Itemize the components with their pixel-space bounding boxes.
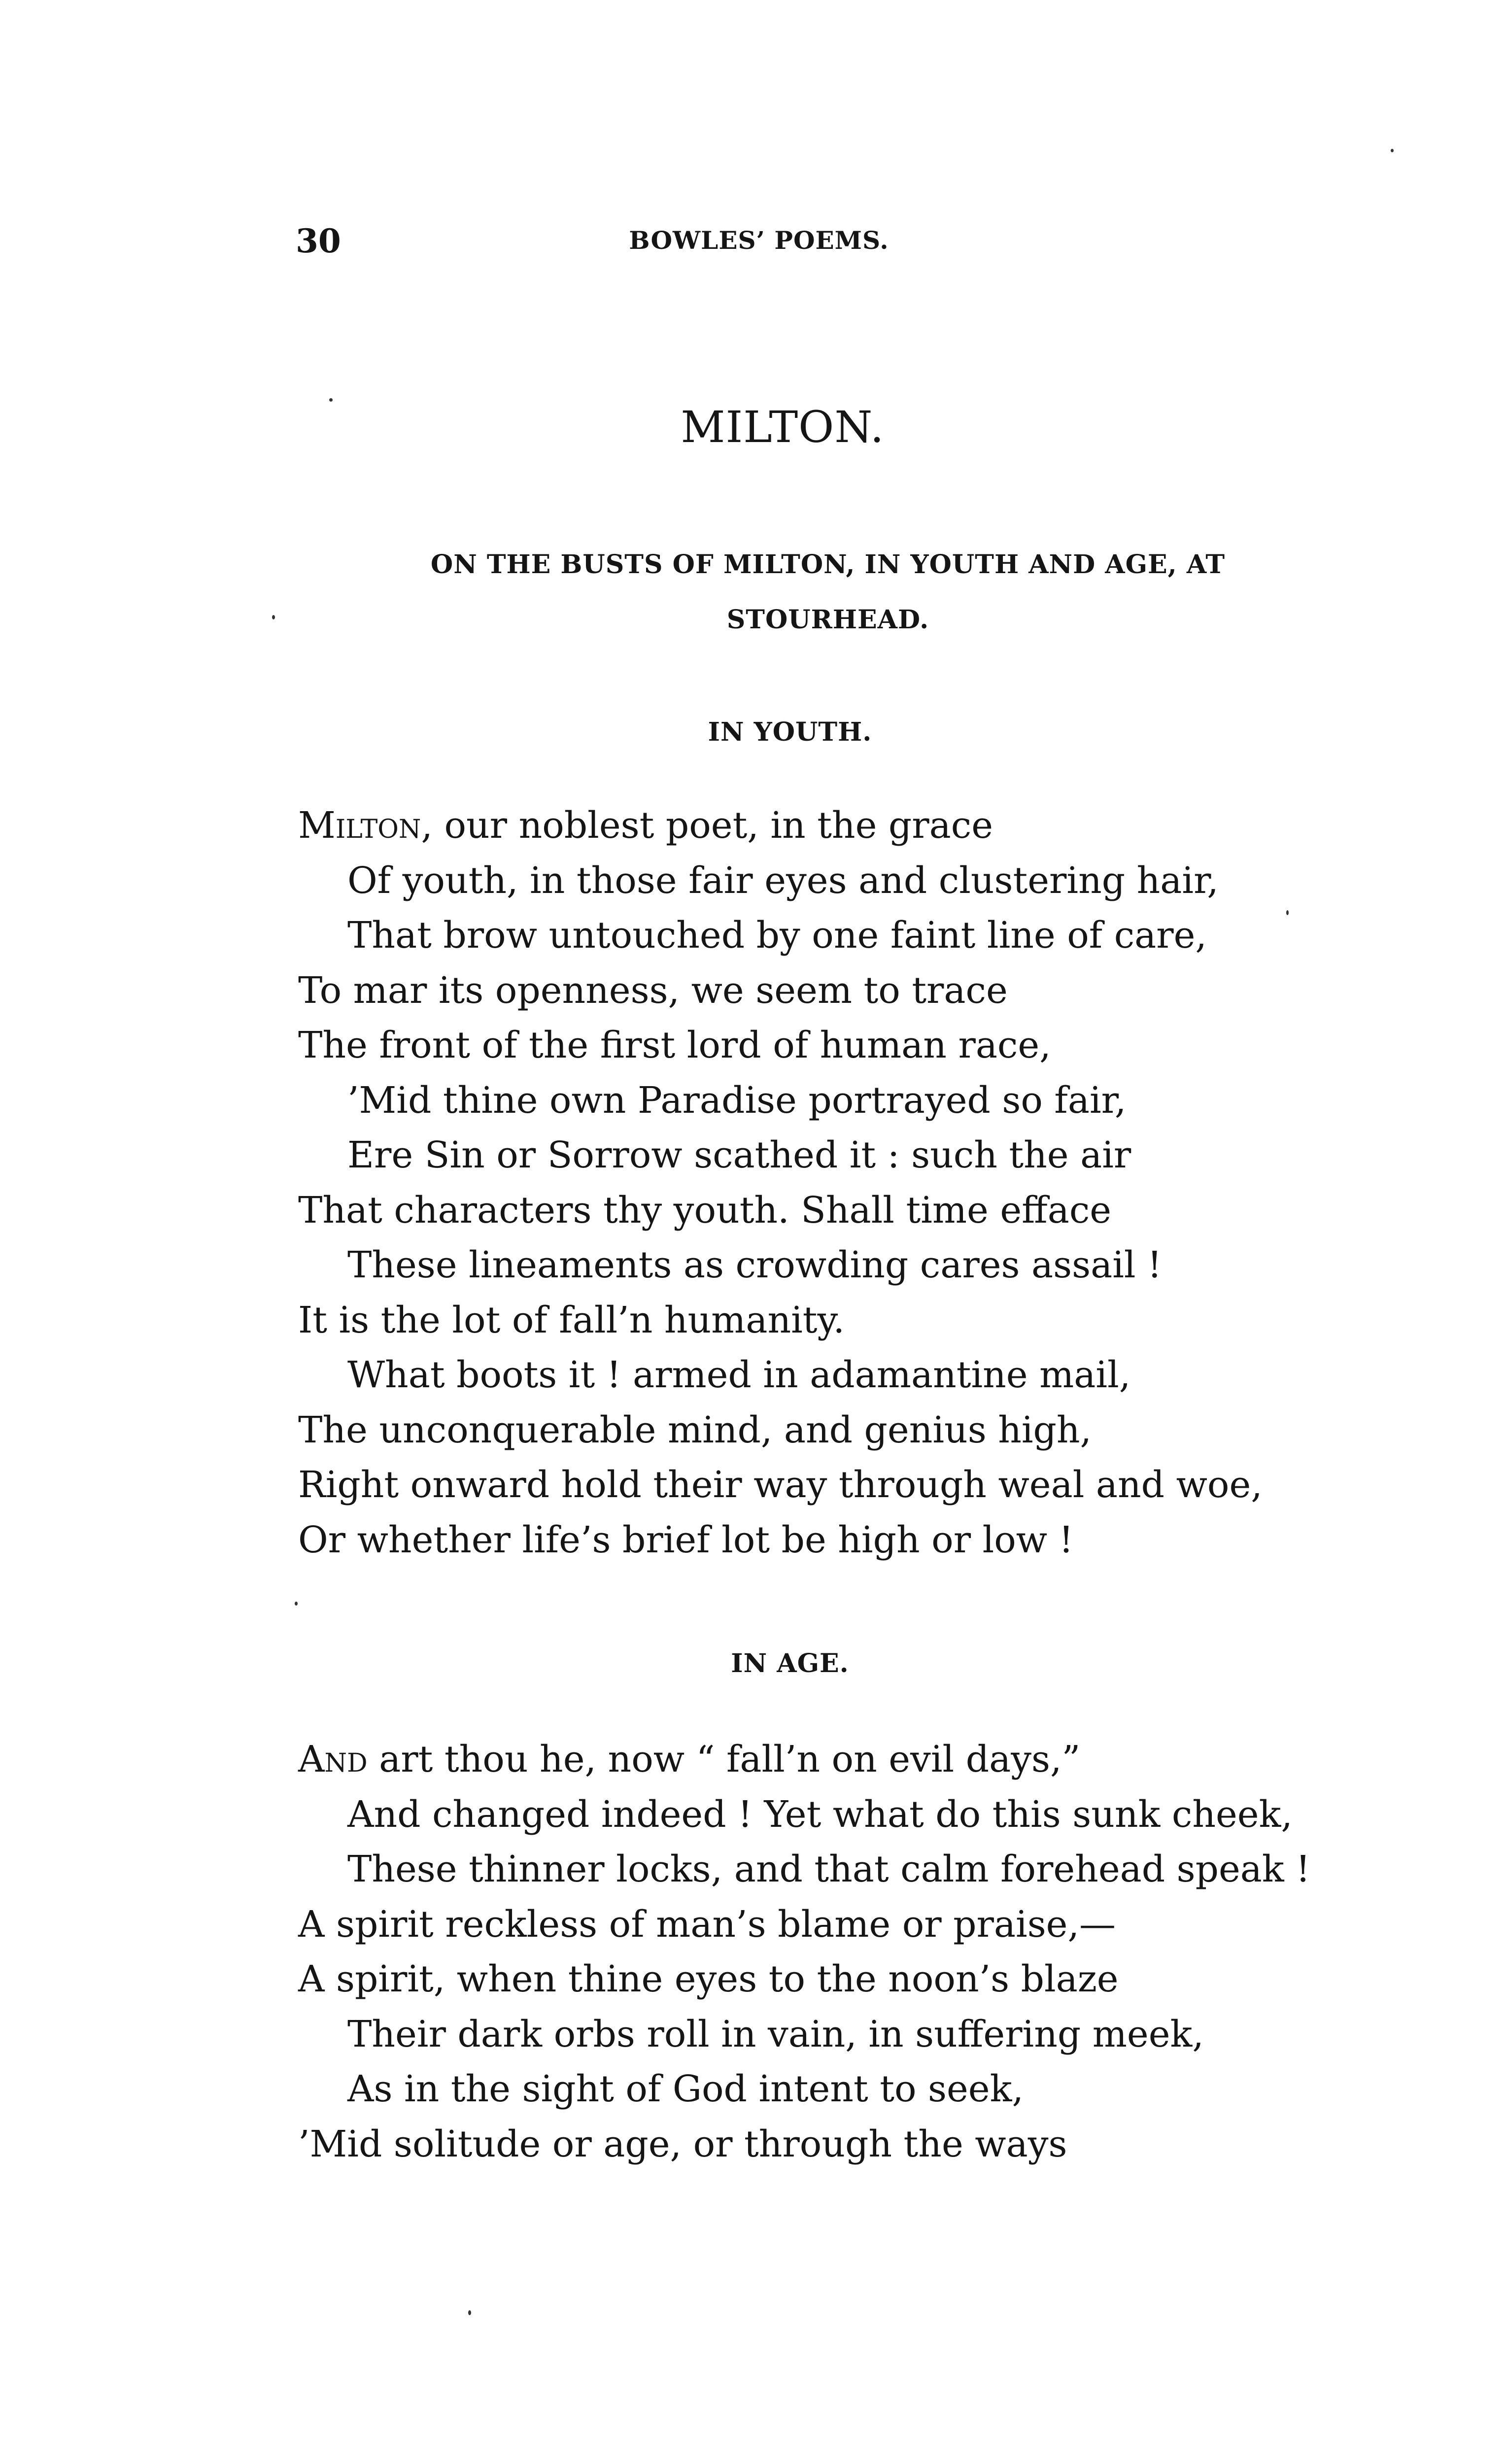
poem-line xyxy=(298,908,1432,963)
poem-line-lead: Milton xyxy=(298,804,421,847)
poem-line xyxy=(298,1513,1432,1568)
poem-line-text: Their dark orbs roll in vain, in suffering meek, xyxy=(347,2013,1204,2055)
poem-line-text: To mar its openness, we seem to trace xyxy=(298,969,1008,1012)
poem-line xyxy=(298,1897,1432,1952)
poem-title: MILTON. xyxy=(681,402,885,452)
poem-line xyxy=(298,1183,1432,1238)
poem-subtitle xyxy=(276,537,1380,648)
poem-line xyxy=(298,1293,1432,1348)
poem-line-text: These lineaments as crowding cares assail ! xyxy=(347,1244,1162,1286)
running-title: BOWLES’ POEMS. xyxy=(629,226,889,255)
scan-speck xyxy=(272,615,275,619)
poem-line-text: A spirit reckless of man’s blame or praise,— xyxy=(298,1903,1116,1946)
poem-line-text: It is the lot of fall’n humanity. xyxy=(298,1299,845,1341)
poem-line-text: The unconquerable mind, and genius high, xyxy=(298,1408,1092,1451)
section-heading-age: IN AGE. xyxy=(731,1648,849,1678)
poem-line xyxy=(298,1842,1432,1897)
subtitle-line: STOURHEAD. xyxy=(726,605,929,635)
poem-line xyxy=(298,2062,1432,2117)
poem-line xyxy=(298,1238,1432,1293)
poem-line-text: A spirit, when thine eyes to the noon’s blaze xyxy=(298,1958,1119,2000)
stanza-youth xyxy=(298,798,1432,1568)
poem-line xyxy=(298,1458,1432,1513)
poem-line xyxy=(298,1073,1432,1129)
poem-line xyxy=(298,798,1432,854)
poem-line-text: What boots it ! armed in adamantine mail, xyxy=(347,1354,1131,1396)
section-heading-youth: IN YOUTH. xyxy=(708,717,872,747)
scan-speck xyxy=(329,398,333,402)
page-number: 30 xyxy=(296,222,341,260)
stanza-age xyxy=(298,1732,1432,2172)
scan-speck xyxy=(1391,149,1394,152)
poem-line-text: These thinner locks, and that calm forehead speak ! xyxy=(347,1848,1310,1890)
subtitle-line: ON THE BUSTS OF MILTON, IN YOUTH AND AGE, AT xyxy=(430,549,1226,580)
poem-line xyxy=(298,2007,1432,2062)
poem-line-text: And changed indeed ! Yet what do this sunk cheek, xyxy=(347,1793,1293,1836)
poem-line-text: art thou he, now “ fall’n on evil days,” xyxy=(367,1738,1081,1780)
poem-line xyxy=(298,1128,1432,1183)
poem-line-text: Of youth, in those fair eyes and clustering hair, xyxy=(347,859,1219,902)
poem-line xyxy=(298,2117,1432,2172)
poem-line-lead: And xyxy=(298,1738,368,1780)
poem-line-text: Right onward hold their way through weal and woe, xyxy=(298,1464,1263,1506)
page-header xyxy=(296,222,1222,261)
poem-line xyxy=(298,1952,1432,2007)
scan-speck xyxy=(295,1602,298,1606)
poem-line xyxy=(298,1018,1432,1073)
poem-line-text: That brow untouched by one faint line of care, xyxy=(347,914,1207,957)
poem-line-text: , our noblest poet, in the grace xyxy=(421,804,993,847)
poem-line-text: ’Mid solitude or age, or through the ways xyxy=(298,2122,1067,2165)
poem-line xyxy=(298,963,1432,1019)
poem-line xyxy=(298,1787,1432,1843)
poem-line-text: As in the sight of God intent to seek, xyxy=(347,2068,1024,2110)
poem-line-text: That characters thy youth. Shall time efface xyxy=(298,1189,1112,1232)
scan-speck xyxy=(468,2310,471,2315)
poem-line xyxy=(298,1732,1432,1787)
poem-line xyxy=(298,1403,1432,1458)
poem-line-text: Or whether life’s brief lot be high or low ! xyxy=(298,1518,1074,1561)
poem-line xyxy=(298,854,1432,909)
poem-line-text: ’Mid thine own Paradise portrayed so fair, xyxy=(347,1079,1127,1122)
poem-line-text: The front of the first lord of human race, xyxy=(298,1024,1051,1066)
poem-line-text: Ere Sin or Sorrow scathed it : such the air xyxy=(347,1134,1131,1176)
scan-speck xyxy=(1286,910,1289,915)
poem-line xyxy=(298,1348,1432,1403)
